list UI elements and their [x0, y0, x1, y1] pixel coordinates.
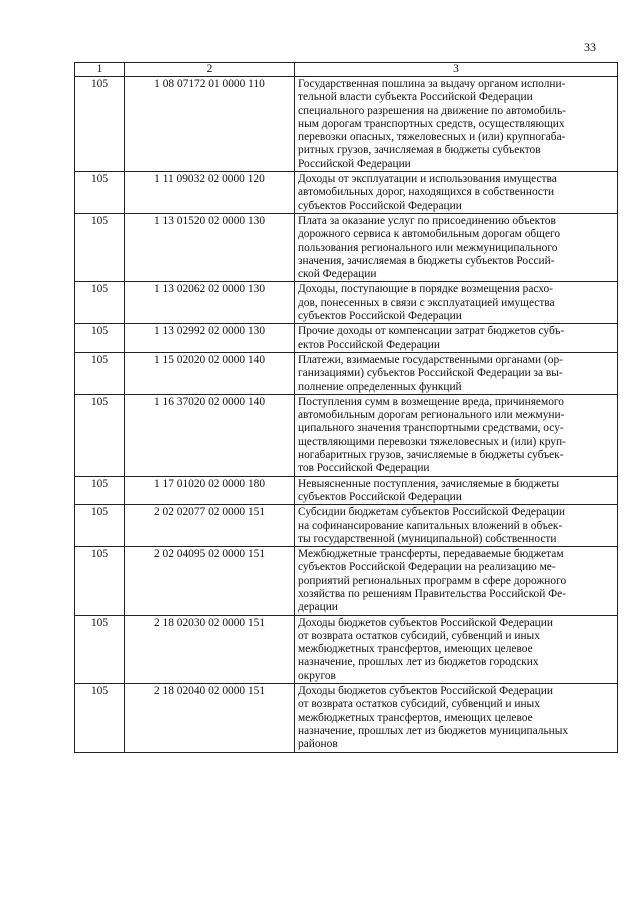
description-line: районов: [298, 738, 338, 751]
table-row: [75, 476, 618, 505]
budget-classification-code-cell: 2 02 02077 02 0000 151: [125, 505, 295, 547]
description-line: субъектов Российской Федерации: [298, 490, 462, 503]
description-line: Межбюджетные трансферты, передаваемые бюджетам: [298, 548, 564, 561]
description-line: тов Российской Федерации: [298, 462, 430, 475]
description-line: от возврата остатков субсидий, субвенций и иных: [298, 629, 540, 642]
budget-classification-code-cell: 1 13 02992 02 0000 130: [125, 324, 295, 353]
admin-code-cell: 105: [75, 213, 125, 281]
revenue-description-cell: [295, 324, 618, 353]
revenue-description-cell: [295, 213, 618, 281]
description-line: Государственная пошлина за выдачу органом исполни-: [298, 78, 566, 90]
description-line: пользования регионального или межмуниципального: [298, 241, 558, 254]
description-line: Плата за оказание услуг по присоединению объектов: [298, 214, 556, 227]
description-line: ектов Российской Федерации: [298, 338, 440, 351]
column-header-1: 1: [75, 63, 125, 77]
description-line: Доходы бюджетов субъектов Российской Федерации: [298, 616, 553, 629]
description-line: специального разрешения на движение по автомобиль-: [298, 104, 566, 117]
description-line: роприятий региональных программ в сфере дорожного: [298, 574, 567, 587]
description-line: ногабаритных грузов, зачисляемые в бюджеты субъек-: [298, 449, 564, 462]
budget-classification-code-cell: 2 18 02040 02 0000 151: [125, 684, 295, 752]
description-line: ным дорогам транспортных средств, осуществляющих: [298, 117, 565, 130]
description-line: Прочие доходы от компенсации затрат бюджетов субъ-: [298, 325, 565, 338]
table-row: [75, 505, 618, 547]
table-body: [75, 77, 618, 753]
revenue-description-cell: [295, 505, 618, 547]
budget-classification-code-cell: 1 11 09032 02 0000 120: [125, 172, 295, 214]
description-line: субъектов Российской Федерации на реализацию ме-: [298, 561, 556, 574]
description-line: межбюджетных трансфертов, имеющих целевое: [298, 711, 533, 724]
revenue-description-cell: [295, 394, 618, 476]
description-line: Невыясненные поступления, зачисляемые в бюджеты: [298, 477, 559, 490]
budget-classification-code-cell: 1 17 01020 02 0000 180: [125, 476, 295, 505]
revenue-description-cell: [295, 77, 618, 172]
description-line: тельной власти субъекта Российской Федерации: [298, 91, 533, 104]
admin-code-cell: 105: [75, 394, 125, 476]
revenue-description-cell: [295, 282, 618, 324]
admin-code-cell: 105: [75, 282, 125, 324]
revenue-description-cell: [295, 352, 618, 394]
table-row: [75, 77, 618, 172]
table-row: [75, 352, 618, 394]
page-number: 33: [584, 40, 596, 54]
column-header-2: 2: [125, 63, 295, 77]
budget-classification-code-cell: 1 13 01520 02 0000 130: [125, 213, 295, 281]
description-line: на софинансирование капитальных вложений в объек-: [298, 519, 563, 532]
description-line: дов, понесенных в связи с эксплуатацией имущества: [298, 296, 555, 309]
description-line: округов: [298, 669, 336, 682]
admin-code-cell: 105: [75, 615, 125, 683]
column-header-3: 3: [295, 63, 618, 77]
admin-code-cell: 105: [75, 172, 125, 214]
description-line: межбюджетных трансфертов, имеющих целевое: [298, 643, 533, 656]
table-header-row: [75, 63, 618, 77]
table-row: [75, 547, 618, 615]
revenue-description-cell: [295, 615, 618, 683]
admin-code-cell: 105: [75, 324, 125, 353]
description-line: Доходы, поступающие в порядке возмещения расхо-: [298, 283, 554, 296]
description-line: Платежи, взимаемые государственными органами (ор-: [298, 353, 563, 366]
budget-classification-code-cell: 1 16 37020 02 0000 140: [125, 394, 295, 476]
description-line: субъектов Российской Федерации: [298, 199, 462, 212]
description-line: ципального значения транспортными средствами, осу-: [298, 422, 564, 435]
table-row: [75, 615, 618, 683]
description-line: назначение, прошлых лет из бюджетов муниципальных: [298, 724, 569, 737]
revenue-description-cell: [295, 476, 618, 505]
description-line: ритных грузов, зачисляемая в бюджеты субъектов: [298, 144, 541, 157]
budget-classification-code-cell: 1 13 02062 02 0000 130: [125, 282, 295, 324]
description-line: перевозки опасных, тяжеловесных и (или) крупногаба-: [298, 131, 566, 144]
description-line: дерации: [298, 601, 338, 614]
admin-code-cell: 105: [75, 684, 125, 752]
description-line: полнение определенных функций: [298, 380, 462, 393]
description-line: ты государственной (муниципальной) собственности: [298, 532, 557, 545]
admin-code-cell: 105: [75, 476, 125, 505]
table-row: [75, 282, 618, 324]
description-line: значения, зачисляемая в бюджеты субъектов Россий-: [298, 254, 555, 267]
description-line: Доходы от эксплуатации и использования имущества: [298, 173, 557, 186]
revenue-description-cell: [295, 547, 618, 615]
description-line: назначение, прошлых лет из бюджетов городских: [298, 656, 539, 669]
description-line: от возврата остатков субсидий, субвенций и иных: [298, 698, 540, 711]
admin-code-cell: 105: [75, 77, 125, 172]
description-line: ской Федерации: [298, 268, 377, 281]
revenue-description-cell: [295, 172, 618, 214]
admin-code-cell: 105: [75, 547, 125, 615]
description-line: ществляющими перевозки тяжеловесных и (или) круп-: [298, 435, 566, 448]
description-line: Поступления сумм в возмещение вреда, причиняемого: [298, 395, 564, 408]
description-line: ганизациями) субъектов Российской Федерации за вы-: [298, 367, 563, 380]
table-row: [75, 394, 618, 476]
description-line: Доходы бюджетов субъектов Российской Федерации: [298, 685, 553, 698]
table-row: [75, 684, 618, 752]
revenue-description-cell: [295, 684, 618, 752]
description-line: автомобильным дорогам регионального или межмуни-: [298, 409, 565, 422]
budget-classification-code-cell: 1 15 02020 02 0000 140: [125, 352, 295, 394]
description-line: дорожного сервиса к автомобильным дорогам общего: [298, 228, 561, 241]
description-line: хозяйства по решениям Правительства Российской Фе-: [298, 587, 567, 600]
budget-classification-code-cell: 1 08 07172 01 0000 110: [125, 77, 295, 172]
table-row: [75, 213, 618, 281]
admin-code-cell: 105: [75, 505, 125, 547]
description-line: автомобильных дорог, находящихся в собственности: [298, 186, 555, 199]
table-row: [75, 172, 618, 214]
table-row: [75, 324, 618, 353]
description-line: Российской Федерации: [298, 157, 411, 170]
revenue-codes-table: [74, 62, 618, 753]
budget-classification-code-cell: 2 18 02030 02 0000 151: [125, 615, 295, 683]
description-line: Субсидии бюджетам субъектов Российской Федерации: [298, 506, 565, 519]
budget-classification-code-cell: 2 02 04095 02 0000 151: [125, 547, 295, 615]
admin-code-cell: 105: [75, 352, 125, 394]
description-line: субъектов Российской Федерации: [298, 310, 462, 323]
